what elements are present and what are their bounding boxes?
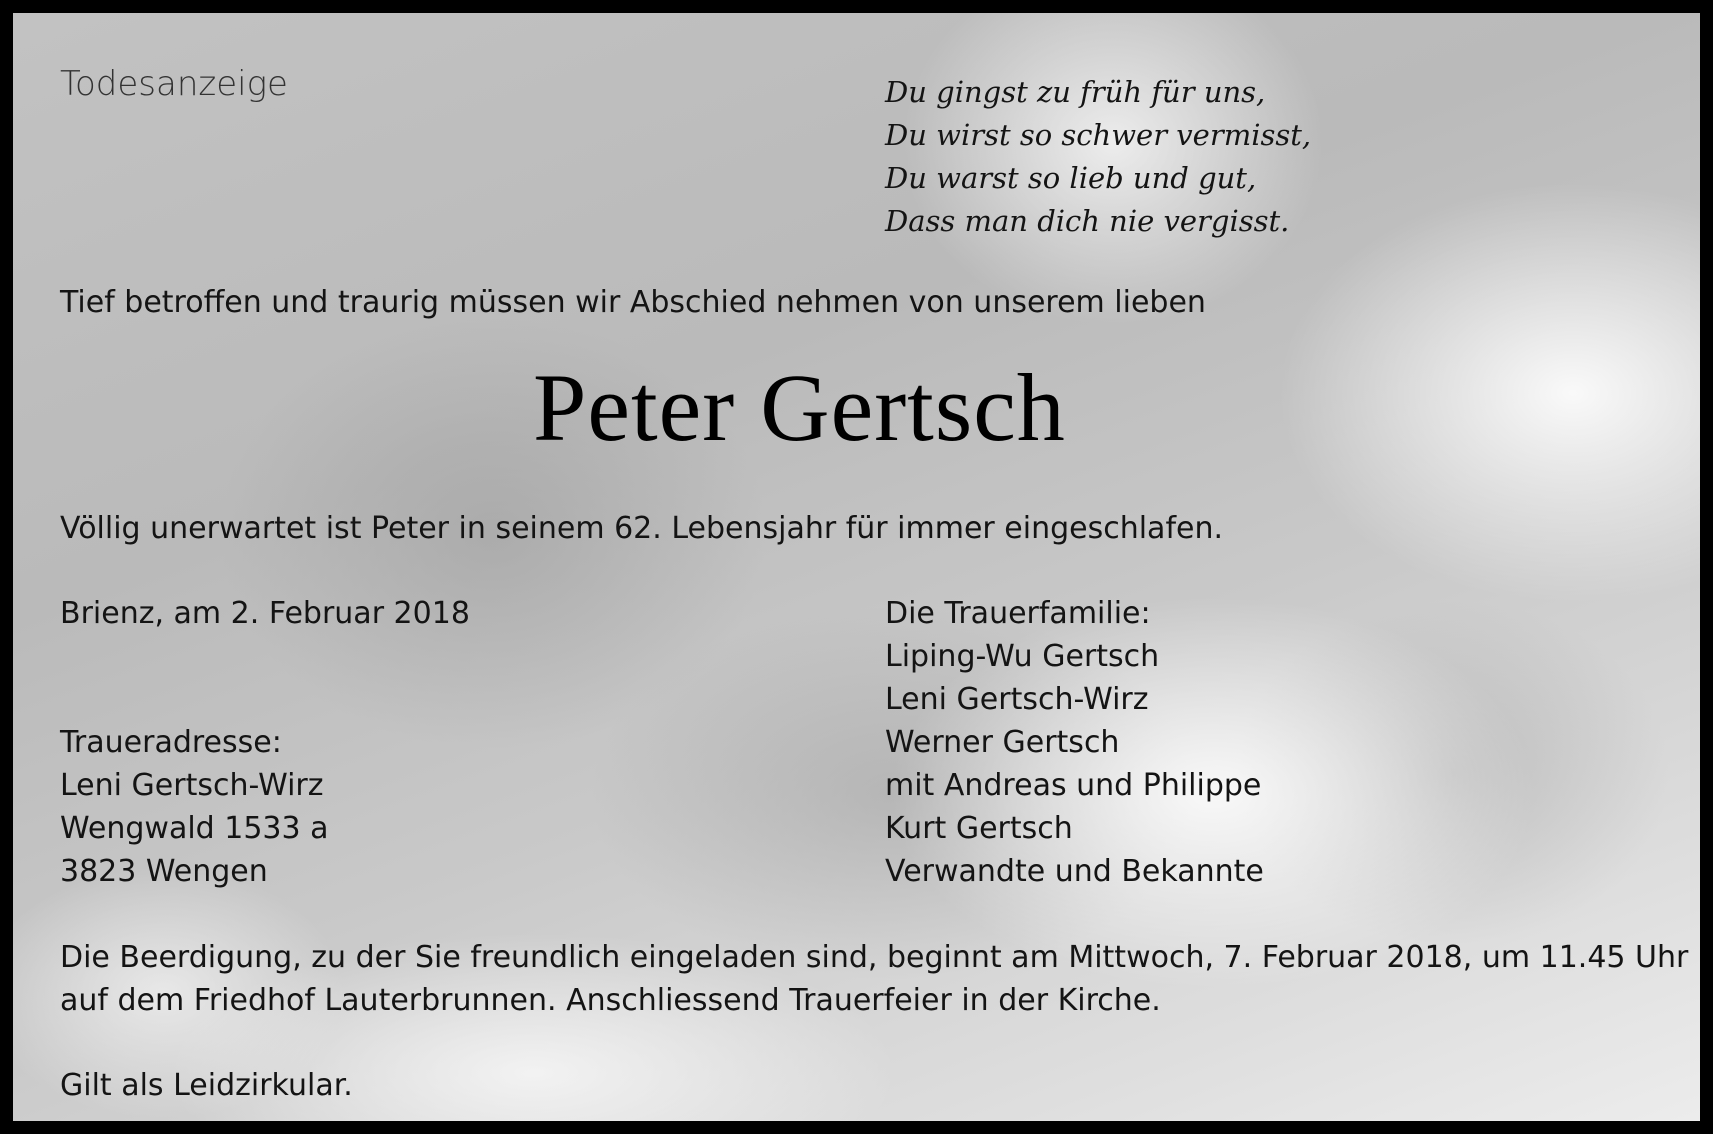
- funeral-details: [60, 936, 1688, 1022]
- poem-line: Du gingst zu früh für uns,: [885, 75, 1266, 109]
- address-line: Leni Gertsch-Wirz: [60, 768, 324, 803]
- family-member: mit Andreas und Philippe: [885, 768, 1262, 803]
- mourning-address-heading: Traueradresse:: [60, 725, 282, 760]
- funeral-line: auf dem Friedhof Lauterbrunnen. Anschliessend Trauerfeier in der Kirche.: [60, 983, 1161, 1018]
- family-member: Liping-Wu Gertsch: [885, 639, 1160, 674]
- poem-line: Du wirst so schwer vermisst,: [885, 118, 1312, 152]
- address-line: Wengwald 1533 a: [60, 811, 329, 846]
- mourning-family: [885, 592, 1264, 893]
- place-and-date: Brienz, am 2. Februar 2018: [60, 596, 470, 631]
- family-member: Verwandte und Bekannte: [885, 854, 1264, 889]
- circular-note: Gilt als Leidzirkular.: [60, 1068, 353, 1103]
- age-statement: Völlig unerwartet ist Peter in seinem 62. Lebensjahr für immer eingeschlafen.: [60, 511, 1224, 546]
- funeral-line: Die Beerdigung, zu der Sie freundlich eingeladen sind, beginnt am Mittwoch, 7. Februar 2018, um 11.45 Uhr: [60, 940, 1689, 975]
- deceased-name: Peter Gertsch: [533, 354, 1066, 461]
- family-member: Werner Gertsch: [885, 725, 1120, 760]
- family-member: Leni Gertsch-Wirz: [885, 682, 1149, 717]
- memorial-poem: [885, 71, 1311, 243]
- poem-line: Dass man dich nie vergisst.: [885, 204, 1290, 238]
- intro-text: Tief betroffen und traurig müssen wir Abschied nehmen von unserem lieben: [60, 285, 1206, 320]
- family-heading: Die Trauerfamilie:: [885, 596, 1151, 631]
- address-line: 3823 Wengen: [60, 854, 268, 889]
- notice-type-label: Todesanzeige: [60, 64, 288, 104]
- mourning-address: [60, 721, 329, 893]
- family-member: Kurt Gertsch: [885, 811, 1073, 846]
- poem-line: Du warst so lieb und gut,: [885, 161, 1257, 195]
